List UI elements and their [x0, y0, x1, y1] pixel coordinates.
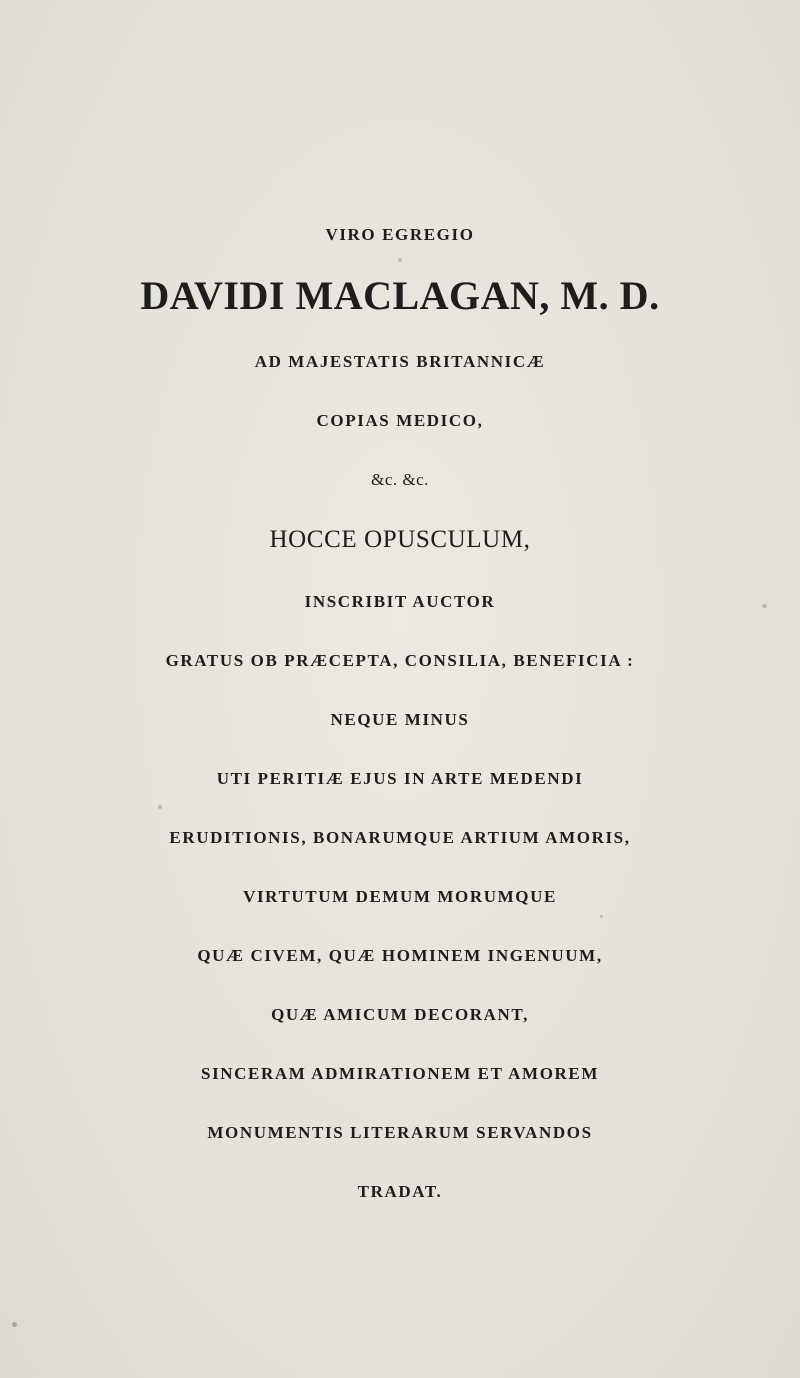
dedication-line-17: TRADAT. — [357, 1182, 443, 1201]
dedication-line-9: NEQUE MINUS — [330, 710, 470, 729]
dedication-line-12: VIRTUTUM DEMUM MORUMQUE — [243, 887, 557, 906]
paper-speck — [12, 1322, 17, 1327]
dedication-line-16: MONUMENTIS LITERARUM SERVANDOS — [207, 1123, 593, 1142]
dedication-line-10: UTI PERITIÆ EJUS IN ARTE MEDENDI — [216, 769, 584, 788]
dedication-work-title: HOCCE OPUSCULUM, — [269, 526, 531, 553]
dedication-line-11: ERUDITIONIS, BONARUMQUE ARTIUM AMORIS, — [169, 828, 631, 847]
dedication-line-5: &c. &c. — [371, 470, 429, 489]
paper-speck — [158, 805, 162, 809]
dedication-line-4: COPIAS MEDICO, — [316, 411, 484, 430]
dedication-line-1: VIRO EGREGIO — [325, 225, 475, 244]
paper-speck — [600, 915, 603, 918]
dedication-line-7: INSCRIBIT AUCTOR — [304, 592, 496, 611]
dedication-line-14: QUÆ AMICUM DECORANT, — [271, 1005, 529, 1024]
dedication-line-3: AD MAJESTATIS BRITANNICÆ — [254, 352, 546, 371]
dedication-line-13: QUÆ CIVEM, QUÆ HOMINEM INGENUUM, — [197, 946, 603, 965]
dedication-line-8: GRATUS OB PRÆCEPTA, CONSILIA, BENEFICIA : — [165, 651, 635, 670]
paper-speck — [398, 258, 402, 262]
dedication-line-15: SINCERAM ADMIRATIONEM ET AMOREM — [201, 1064, 599, 1083]
dedicatee-name: DAVIDI MACLAGAN, M. D. — [140, 273, 660, 318]
paper-speck — [762, 604, 767, 608]
